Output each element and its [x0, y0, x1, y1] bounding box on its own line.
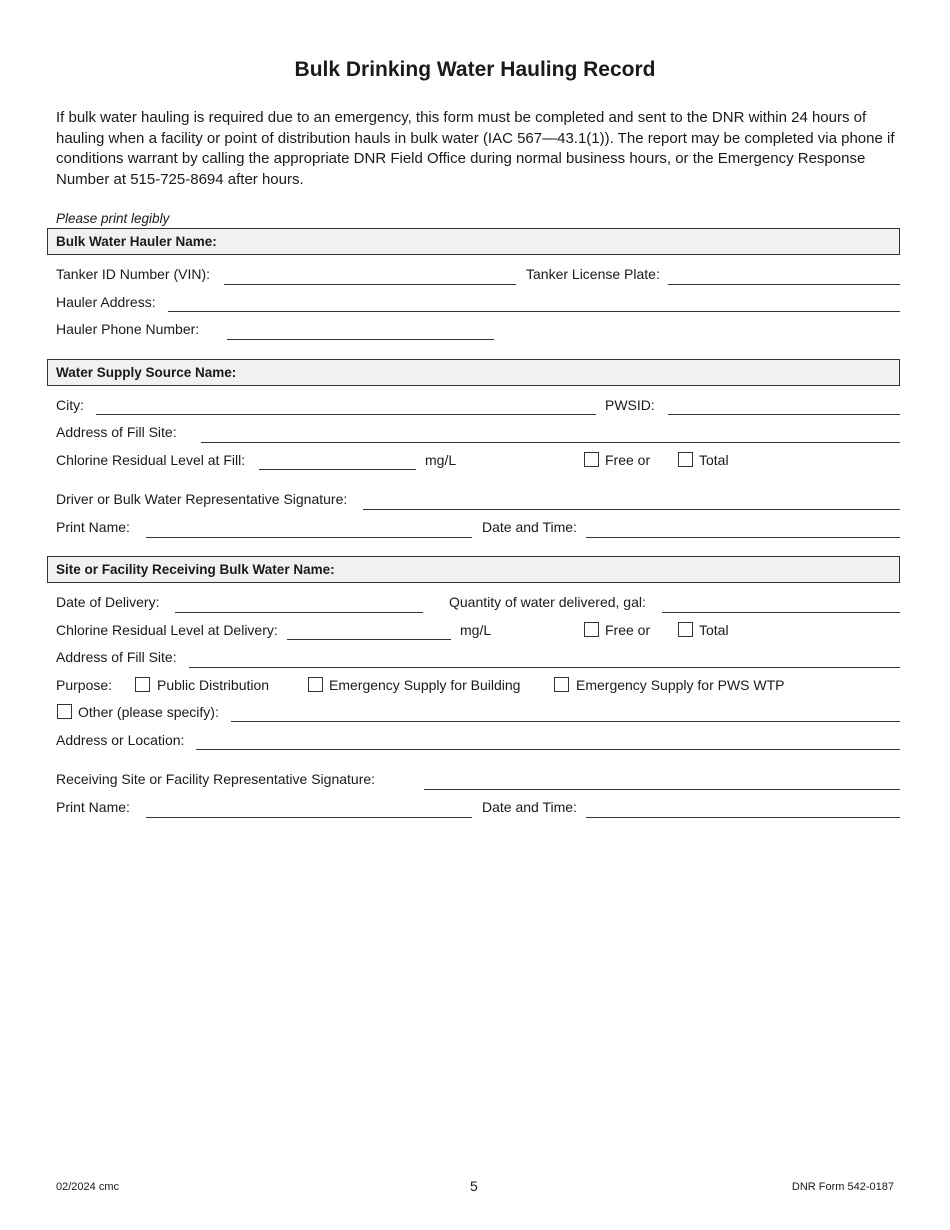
form-title: Bulk Drinking Water Hauling Record — [294, 58, 656, 81]
free-chlorine-fill-label: Free or — [605, 452, 651, 468]
emergency-building-checkbox[interactable] — [308, 677, 323, 692]
receiving-date-time-label: Date and Time: — [482, 799, 577, 815]
driver-date-time-field[interactable] — [586, 537, 900, 538]
delivery-date-label: Date of Delivery: — [56, 594, 160, 610]
other-purpose-checkbox[interactable] — [57, 704, 72, 719]
total-chlorine-delivery-label: Total — [699, 622, 729, 638]
hauler-name-label: Bulk Water Hauler Name: — [56, 234, 217, 249]
free-chlorine-fill-checkbox[interactable] — [584, 452, 599, 467]
delivery-fill-address-field[interactable] — [189, 667, 900, 668]
public-distribution-label: Public Distribution — [157, 677, 270, 693]
driver-print-name-field[interactable] — [146, 537, 472, 538]
license-plate-label: Tanker License Plate: — [526, 266, 660, 282]
chlorine-fill-unit: mg/L — [425, 452, 457, 468]
other-purpose-label: Other (please specify): — [78, 704, 219, 720]
city-label: City: — [56, 397, 84, 413]
hauler-address-field[interactable] — [168, 311, 900, 312]
receiving-signature-field[interactable] — [424, 789, 900, 790]
emergency-pws-checkbox[interactable] — [554, 677, 569, 692]
free-chlorine-delivery-checkbox[interactable] — [584, 622, 599, 637]
emergency-building-label: Emergency Supply for Building — [329, 677, 521, 693]
receiving-print-name-field[interactable] — [146, 817, 472, 818]
free-chlorine-delivery-label: Free or — [605, 622, 651, 638]
public-distribution-checkbox[interactable] — [135, 677, 150, 692]
purpose-label: Purpose: — [56, 677, 113, 693]
other-purpose-field[interactable] — [231, 721, 900, 722]
receiving-date-time-field[interactable] — [586, 817, 900, 818]
page-number: 5 — [470, 1178, 478, 1194]
license-plate-field[interactable] — [668, 284, 900, 285]
delivery-date-field[interactable] — [175, 612, 423, 613]
receiving-signature-label: Receiving Site or Facility Representative Signature: — [56, 771, 376, 787]
chlorine-delivery-unit: mg/L — [460, 622, 492, 638]
chlorine-delivery-field[interactable] — [287, 639, 451, 640]
tanker-id-field[interactable] — [224, 284, 516, 285]
tanker-id-label: Tanker ID Number (VIN): — [56, 266, 211, 282]
pwsid-field[interactable] — [668, 414, 900, 415]
quantity-field[interactable] — [662, 612, 900, 613]
driver-date-time-label: Date and Time: — [482, 519, 577, 535]
form-number: DNR Form 542-0187 — [791, 1181, 894, 1193]
delivery-fill-address-label: Address of Fill Site: — [56, 649, 177, 665]
driver-signature-label: Driver or Bulk Water Representative Signature: — [56, 491, 348, 507]
hauler-phone-field[interactable] — [227, 339, 494, 340]
chlorine-delivery-label: Chlorine Residual Level at Delivery: — [56, 622, 278, 638]
hauler-address-label: Hauler Address: — [56, 294, 156, 310]
hauler-phone-label: Hauler Phone Number: — [56, 321, 200, 337]
hauler-name-box[interactable] — [47, 228, 900, 255]
location-field[interactable] — [196, 749, 900, 750]
quantity-label: Quantity of water delivered, gal: — [449, 594, 646, 610]
receiving-site-box[interactable] — [47, 556, 900, 583]
chlorine-fill-label: Chlorine Residual Level at Fill: — [56, 452, 246, 468]
location-label: Address or Location: — [56, 732, 185, 748]
emergency-pws-label: Emergency Supply for PWS WTP — [576, 677, 785, 693]
supply-source-box[interactable] — [47, 359, 900, 386]
footer-revision: 02/2024 cmc — [56, 1181, 119, 1193]
total-chlorine-fill-label: Total — [699, 452, 729, 468]
total-chlorine-delivery-checkbox[interactable] — [678, 622, 693, 637]
chlorine-fill-field[interactable] — [259, 469, 416, 470]
driver-print-name-label: Print Name: — [56, 519, 130, 535]
pwsid-label: PWSID: — [605, 397, 655, 413]
receiving-print-name-label: Print Name: — [56, 799, 130, 815]
intro-paragraph: If bulk water hauling is required due to an emergency, this form must be completed and sent to the DNR within 24 hours of hauling when a facility or point of distribution hauls in bulk water (IAC 567—43.1(1)). The report may be completed via phone if conditions warrant by calling the appropriate DNR Field Office during normal business hours, or the Emergency Response Number at 515-725-8694 after hours. — [56, 109, 895, 188]
supply-source-label: Water Supply Source Name: — [56, 365, 237, 380]
receiving-site-label: Site or Facility Receiving Bulk Water Name: — [56, 562, 335, 577]
fill-site-address-label: Address of Fill Site: — [56, 424, 177, 440]
total-chlorine-fill-checkbox[interactable] — [678, 452, 693, 467]
driver-signature-field[interactable] — [363, 509, 900, 510]
fill-site-address-field[interactable] — [201, 442, 900, 443]
print-legibly-note: Please print legibly — [56, 211, 170, 226]
city-field[interactable] — [96, 414, 596, 415]
